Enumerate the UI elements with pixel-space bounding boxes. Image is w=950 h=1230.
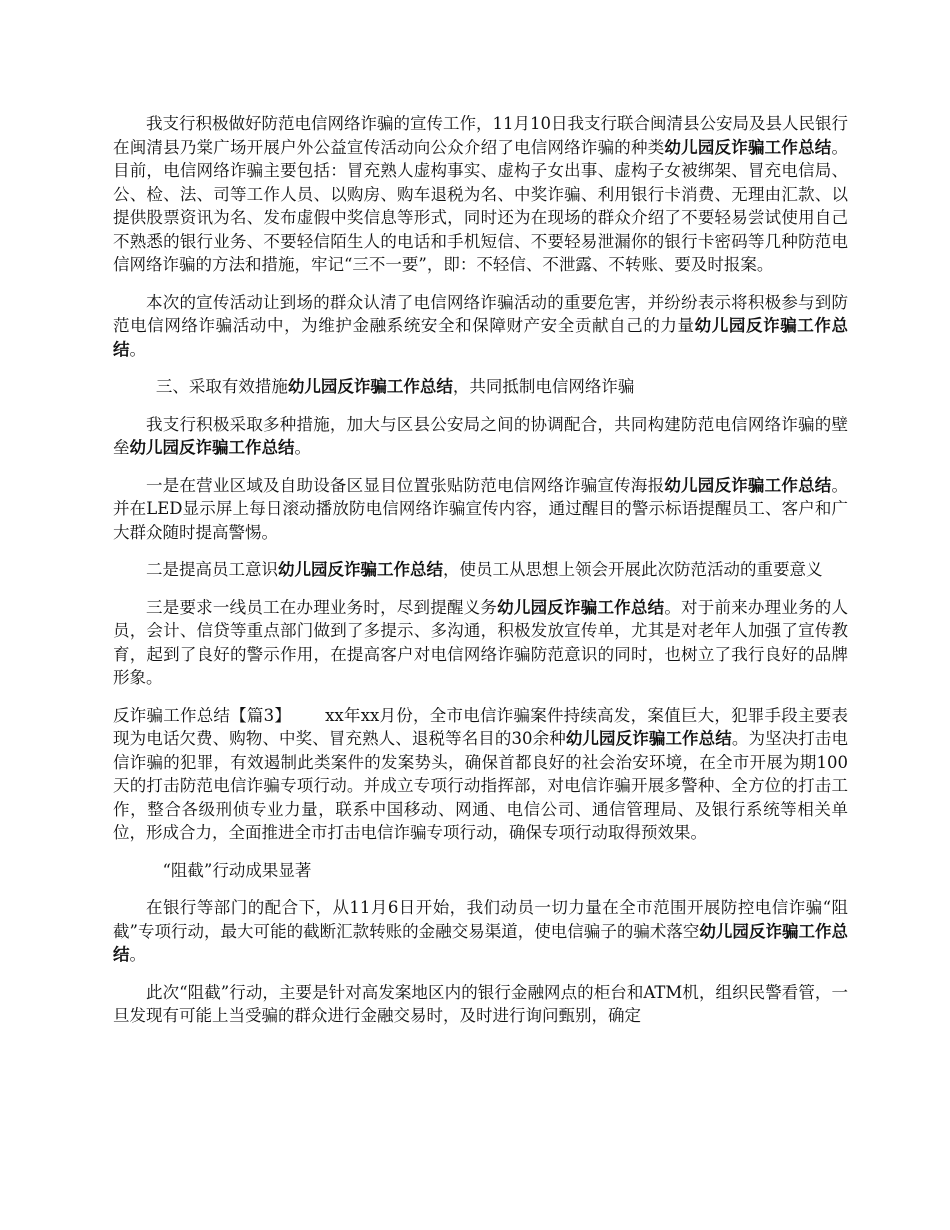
paragraph-activity-effect (113, 291, 848, 362)
heading-text: “阻截”行动成果显著 (162, 860, 312, 880)
paragraph-text: 。为坚决打击电信诈骗的犯罪，有效遏制此类案件的发案势头，确保首都良好的社会治安环境，在全市开展为期100天的打击防范电信诈骗专项行动。并成立专项行动指挥部，对电信诈骗开展多警种、全方位的打击工作，整合各级刑侦专业力量，联系中国移动、网通、电信公司、通信管理局、及银行系统等相关单位，形成合力，全面推进全市打击电信诈骗专项行动，确保专项行动取得预效果。 (113, 729, 849, 842)
keyword-highlight: 幼儿园反诈骗工作总结 (497, 597, 665, 617)
paragraph-text: 。 (129, 339, 146, 359)
paragraph-coordination (113, 413, 848, 460)
paragraph-text: 在银行等部门的配合下，从11月6日开始，我们动员一切力量在全市范围开展防控电信诈骗“阻截”专项行动，最大可能的截断汇款转账的金融交易渠道，使电信骗子的骗术落空 (113, 898, 848, 941)
paragraph-measure-two (113, 558, 848, 582)
paragraph-text: 。 (129, 945, 146, 964)
keyword-highlight: 幼儿园反诈骗工作总结 (664, 475, 832, 495)
paragraph-text: 。并在LED显示屏上每日滚动播放防电信网络诈骗宣传内容，通过醒目的警示标语提醒员工、客户和广大群众随时提高警惕。 (113, 475, 849, 542)
paragraph-text: 。目前，电信网络诈骗主要包括：冒充熟人虚构事实、虚构子女出事、虚构子女被绑架、冒充电信局、公、检、法、司等工作人员、以购房、购车退税为名、中奖诈骗、利用银行卡消费、无理由汇款、以提供股票资讯为名、发布虚假中奖信息等形式，同时还为在现场的群众介绍了不要轻易尝试使用自己不熟悉的银行业务、不要轻信陌生人的电话和手机短信、不要轻易泄漏你的银行卡密码等几种防范电信网络诈骗的方法和措施，牢记“三不一要”，即：不轻信、不泄露、不转账、要及时报案。 (113, 137, 849, 274)
paragraph-text: 我支行积极采取多种措施，加大与区县公安局之间的协调配合，共同构建防范电信网络诈骗的壁垒 (113, 414, 848, 457)
keyword-highlight: 幼儿园反诈骗工作总结 (664, 137, 832, 157)
paragraph-text: 二是提高员工意识 (146, 560, 278, 579)
paragraph-interception-launch (113, 896, 848, 967)
paragraph-text: 此次“阻截”行动，主要是针对高发案地区内的银行金融网点的柜台和ATM机，组织民警看管，一旦发现有可能上当受骗的群众进行金融交易时，及时进行询问甄别，确定 (113, 982, 848, 1025)
paragraph-measure-three (113, 596, 848, 690)
heading-text: 三、采取有效措施 (155, 377, 288, 396)
document-body (113, 112, 848, 1042)
paragraph-publicity-work (113, 112, 848, 277)
paragraph-text: 本次的宣传活动让到场的群众认清了电信网络诈骗活动的重要危害，并纷纷表示将积极参与到防范电信网络诈骗活动中，为维护金融系统安全和保障财产安全贡献自己的力量 (113, 292, 848, 335)
keyword-highlight: 幼儿园反诈骗工作总结 (278, 560, 443, 579)
article-label: 反诈骗工作总结【篇3】 (113, 705, 292, 725)
keyword-highlight: 幼儿园反诈骗工作总结 (129, 438, 295, 457)
heading-text: ，共同抵制电信网络诈骗 (452, 377, 635, 396)
keyword-highlight: 幼儿园反诈骗工作总结 (287, 377, 453, 396)
section-heading-interception (113, 859, 848, 883)
paragraph-text: 。对于前来办理业务的人员，会计、信贷等重点部门做到了多提示、多沟通，积极发放宣传单，尤其是对老年人加强了宣传教育，起到了良好的警示作用，在提高客户对电信网络诈骗防范意识的同时，也树立了我行良好的品牌形象。 (113, 597, 849, 687)
paragraph-text: 。 (294, 438, 311, 457)
paragraph-text: 一是在营业区域及自助设备区显目位置张贴防范电信网络诈骗宣传海报 (146, 475, 665, 495)
paragraph-text: ，使员工从思想上领会开展此次防范活动的重要意义 (443, 560, 823, 579)
paragraph-measure-one (113, 474, 848, 545)
section-heading-measures (113, 375, 848, 399)
keyword-highlight: 幼儿园反诈骗工作总结 (565, 729, 732, 748)
keyword-highlight: 幼儿园反诈骗工作总结 (113, 921, 849, 964)
keyword-highlight: 幼儿园反诈骗工作总结 (113, 316, 849, 359)
paragraph-text: 三是要求一线员工在办理业务时，尽到提醒义务 (146, 597, 498, 617)
paragraph-article-three (113, 704, 848, 845)
paragraph-text: 我支行积极做好防范电信网络诈骗的宣传工作，11月10日我支行联合闽清县公安局及县人民银行在闽清县乃棠广场开展户外公益宣传活动向公众介绍了电信网络诈骗的种类 (113, 114, 848, 157)
paragraph-text: xx年xx月份，全市电信诈骗案件持续高发，案值巨大，犯罪手段主要表现为电话欠费、购物、中奖、冒充熟人、退税等名目的30余种 (113, 705, 848, 748)
paragraph-interception-detail (113, 981, 848, 1028)
